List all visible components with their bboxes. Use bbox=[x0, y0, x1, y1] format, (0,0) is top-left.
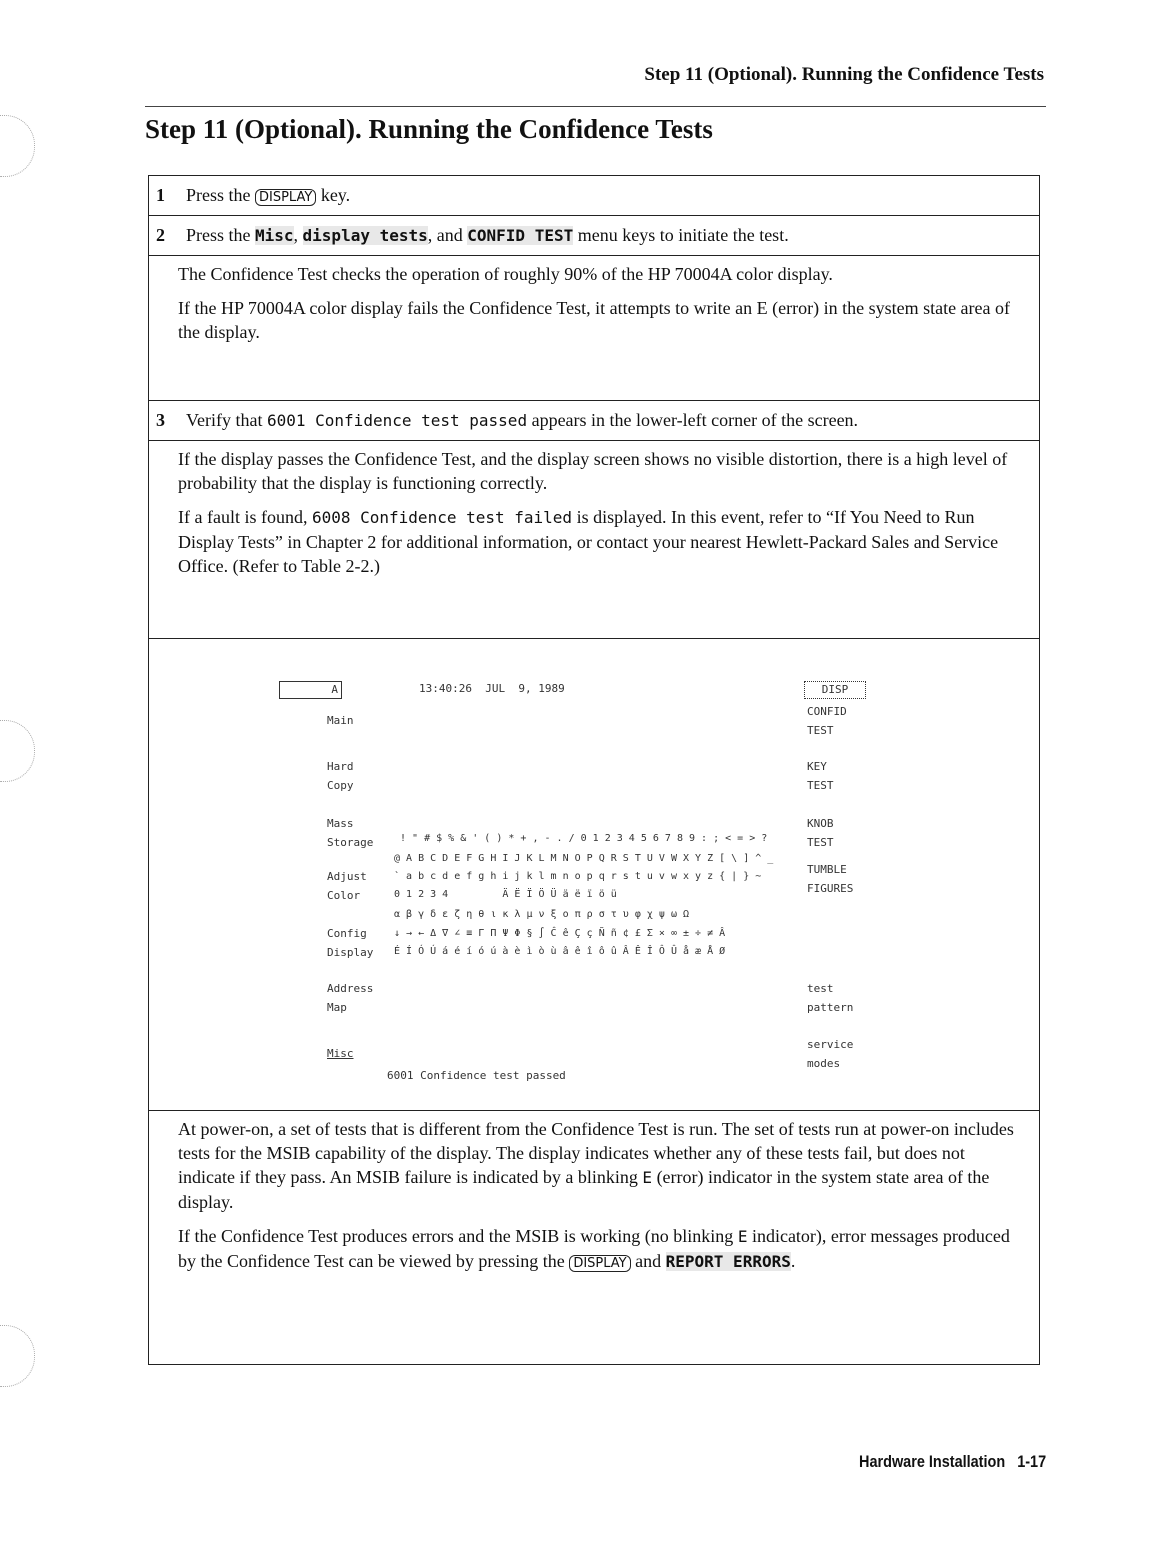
step-number: 2 bbox=[156, 225, 165, 245]
menu-title: DISP bbox=[804, 681, 866, 699]
page-title: Step 11 (Optional). Running the Confidence Tests bbox=[145, 114, 713, 144]
step-3-description bbox=[149, 441, 1039, 639]
softkey-hard-copy: Hard Copy bbox=[327, 760, 354, 792]
softkey-display-tests: display tests bbox=[302, 226, 428, 245]
charset-row: 0 1 2 3 4 Ä Ë Ï Ö Ü ä ë ï ö ü bbox=[394, 889, 617, 900]
code-text: E bbox=[642, 1168, 653, 1187]
paragraph: If the HP 70004A color display fails the Confidence Test, it attempts to write an E (error) in the system state area of the display. bbox=[178, 298, 1011, 342]
charset-row: ` a b c d e f g h i j k l m n o p q r s t u v w x y z { | } ~ bbox=[394, 871, 762, 882]
charset-row: α β γ δ ε ζ η θ ι κ λ μ ν ξ ο π ρ σ τ υ φ χ ψ ω Ω bbox=[394, 909, 690, 920]
step-2 bbox=[149, 216, 1039, 256]
binder-hole bbox=[0, 115, 35, 177]
softkey-config-display: Config Display bbox=[327, 927, 374, 959]
softkey-misc: Misc bbox=[327, 1047, 354, 1060]
text: key. bbox=[320, 185, 351, 205]
softkey-main: Main bbox=[327, 714, 354, 727]
paragraph: If the display passes the Confidence Test, and the display screen shows no visible distortion, there is a high level of probability that the display is functioning correctly. bbox=[178, 449, 1008, 493]
softkey-confid-test: CONFID TEST bbox=[807, 705, 847, 737]
step-number: 1 bbox=[156, 185, 165, 205]
charset-row: ↓ → ← Δ ∇ ∠ ≡ Γ Π Ψ Φ § ∫ Ĉ ê Ç ç Ñ ñ ¢ £ Σ × ∞ ± ÷ ≠ Â bbox=[394, 928, 726, 939]
softkey-mass-storage: Mass Storage bbox=[327, 817, 374, 849]
code-text: 6001 Confidence test passed bbox=[266, 411, 528, 430]
status-message: 6001 Confidence test passed bbox=[387, 1069, 566, 1082]
procedure-table bbox=[148, 175, 1040, 1365]
step-3 bbox=[149, 401, 1039, 441]
charset-row: @ A B C D E F G H I J K L M N O P Q R S T U V W X Y Z [ \ ] ^ _ bbox=[394, 853, 774, 864]
paragraph: The Confidence Test checks the operation of roughly 90% of the HP 70004A color display. bbox=[178, 264, 833, 284]
paragraph bbox=[178, 1117, 1019, 1214]
page-footer bbox=[859, 1452, 1046, 1472]
page-number: 1-17 bbox=[1017, 1452, 1046, 1471]
power-on-notes bbox=[149, 1111, 1039, 1366]
status-box: A bbox=[279, 681, 342, 699]
text: is displayed. In this event, refer to “If You Need to Run Display Tests” in Chapter 2 for additional information, or contact your nearest Hewlett-Packard Sales and Service Office. (Refer to Table 2-2.) bbox=[178, 507, 999, 576]
screen-capture bbox=[149, 639, 1039, 1111]
softkey-knob-test: KNOB TEST bbox=[807, 817, 834, 849]
softkey-misc: Misc bbox=[255, 226, 294, 245]
datetime: 13:40:26 JUL 9, 1989 bbox=[419, 682, 565, 695]
step-2-description bbox=[149, 256, 1039, 401]
paragraph bbox=[178, 1224, 1019, 1276]
text: (error) indicator in the system state area of the display. bbox=[178, 1167, 990, 1212]
text: Press the bbox=[186, 225, 251, 245]
text: If the Confidence Test produces errors and the MSIB is working (no blinking bbox=[178, 1226, 734, 1246]
softkey-confid-test: CONFID TEST bbox=[467, 226, 574, 245]
code-text: 6008 Confidence test failed bbox=[311, 508, 573, 527]
text: Verify that bbox=[186, 410, 263, 430]
step-number: 3 bbox=[156, 410, 165, 430]
softkey-address-map: Address Map bbox=[327, 982, 374, 1014]
header-rule bbox=[145, 106, 1046, 107]
footer-section: Hardware Installation bbox=[858, 1452, 1006, 1471]
text: At power-on, a set of tests that is different from the Confidence Test is run. The set of tests run at power-on includes tests for the MSIB capability of the display. The display indicates whether any of these tests fail, but does not indicate if they pass. An MSIB failure is indicated by a blinking bbox=[178, 1119, 1014, 1187]
code-text: E bbox=[737, 1227, 748, 1246]
display-key: DISPLAY bbox=[255, 189, 316, 206]
text: indicator), error messages produced by the Confidence Test can be viewed by pressing the bbox=[178, 1226, 1010, 1271]
softkey-report-errors: REPORT ERRORS bbox=[665, 1252, 791, 1271]
softkey-tumble-figures: TUMBLE FIGURES bbox=[807, 863, 854, 895]
text: If a fault is found, bbox=[178, 507, 308, 527]
text: menu keys to initiate the test. bbox=[577, 225, 789, 245]
display-key: DISPLAY bbox=[569, 1255, 630, 1272]
text: , bbox=[293, 225, 299, 245]
text: appears in the lower-left corner of the screen. bbox=[531, 410, 859, 430]
text: . bbox=[790, 1251, 796, 1271]
binder-hole bbox=[0, 720, 35, 782]
binder-hole bbox=[0, 1325, 35, 1387]
text: , and bbox=[427, 225, 463, 245]
step-1 bbox=[149, 176, 1039, 216]
charset-row: ! " # $ % & ' ( ) * + , - . / 0 1 2 3 4 5 6 7 8 9 : ; < = > ? bbox=[394, 833, 768, 844]
paragraph bbox=[178, 505, 1019, 578]
charset-row: É Í Ó Ú á é í ó ú à è ì ò ù â ê î ô û Â Ê Î Ô Û å æ Å Ø bbox=[394, 946, 726, 957]
softkey-test-pattern: test pattern bbox=[807, 982, 854, 1014]
text: and bbox=[635, 1251, 662, 1271]
softkey-adjust-color: Adjust Color bbox=[327, 870, 367, 902]
softkey-key-test: KEY TEST bbox=[807, 760, 834, 792]
text: Press the bbox=[186, 185, 251, 205]
running-header: Step 11 (Optional). Running the Confidence Tests bbox=[644, 64, 1044, 85]
softkey-service-modes: service modes bbox=[807, 1038, 854, 1070]
